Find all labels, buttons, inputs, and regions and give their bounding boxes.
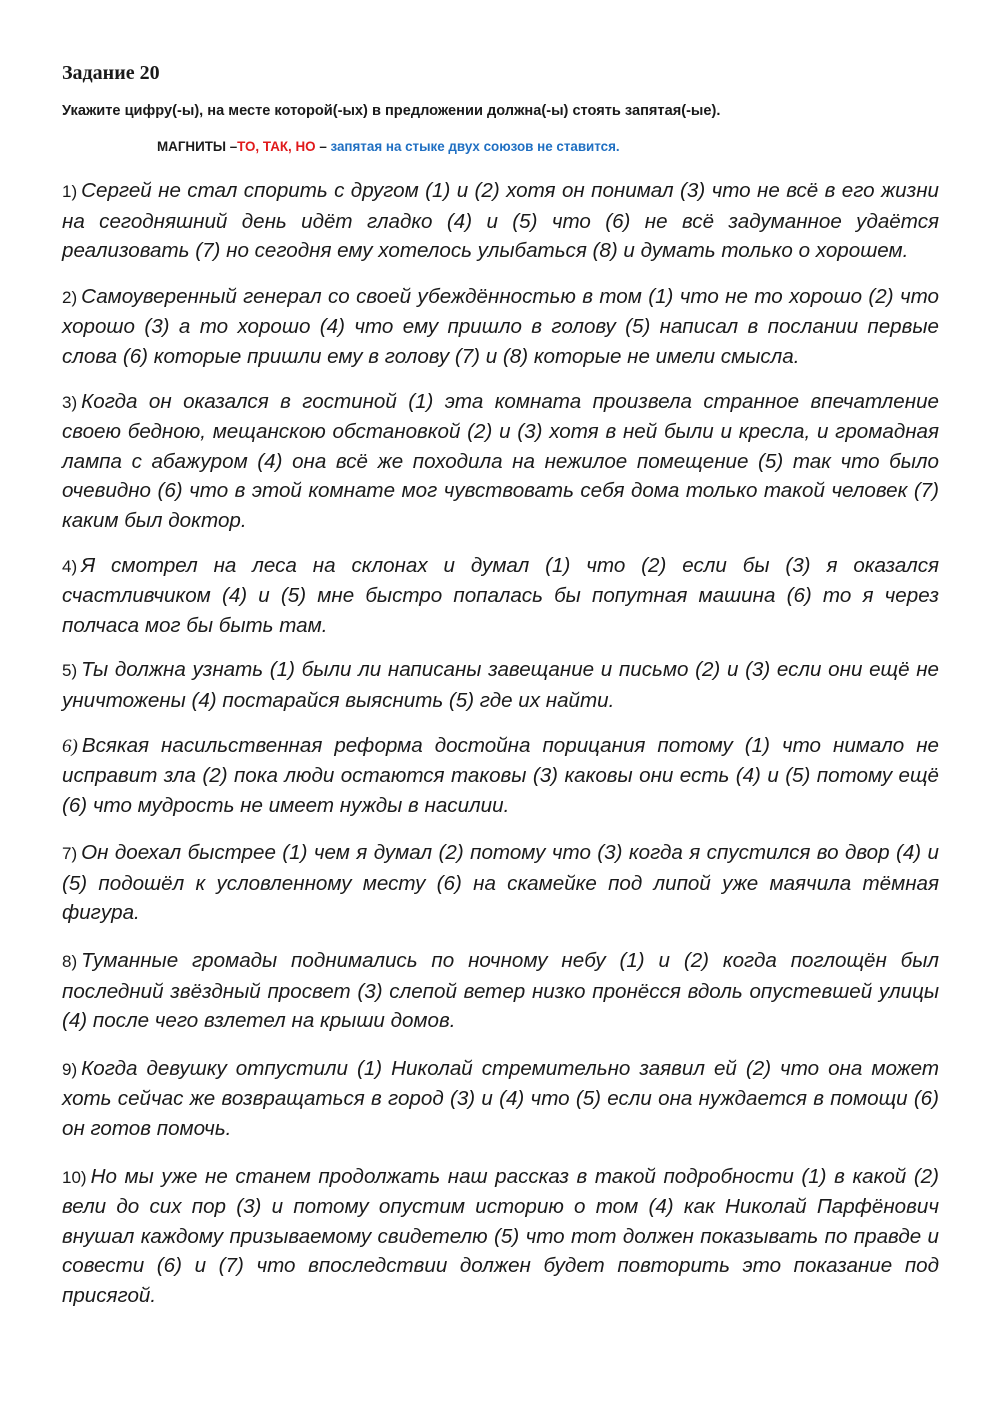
task-number: 1)	[62, 182, 78, 201]
task-instruction: Укажите цифру(-ы), на месте которой(-ых) в предложении должна(-ы) стоять запятая(-ые).	[62, 103, 721, 119]
task-text: Когда он оказался в гостиной (1) эта комната произвела странное впечатление своею бедною, мещанскою обстановкой (2) и (3) хотя в ней были и кресла, и громадная лампа с абажуром (4) она всё же походила на нежилое помещение (5) так что было очевидно (6) что в этой комнате мог чувствовать себя дома только такой человек (7) каким был доктор.	[62, 389, 939, 532]
task-title: Задание 20	[62, 62, 160, 84]
task-number: 4)	[62, 556, 78, 576]
task-list	[62, 176, 939, 1311]
task-item-7	[62, 838, 939, 928]
task-item-10	[62, 1162, 939, 1311]
magnets-note: запятая на стыке двух союзов не ставится.	[330, 139, 620, 154]
magnets-highlight: ТО, ТАК, НО	[237, 139, 316, 154]
magnets-hint	[157, 139, 620, 154]
task-number: 3)	[62, 392, 78, 412]
task-text: Самоуверенный генерал со своей убеждённостью в том (1) что не то хорошо (2) что хорошо (3) а то хорошо (4) что ему пришло в голову (5) написал в послании первые слова (6) которые пришли ему в голову (7) и (8) которые не имели смысла.	[62, 284, 939, 368]
task-item-2	[62, 282, 939, 372]
task-item-8	[62, 946, 939, 1036]
task-item-5	[62, 655, 939, 715]
task-number: 7)	[62, 844, 78, 864]
magnets-dash: –	[315, 139, 331, 154]
task-text: Он доехал быстрее (1) чем я думал (2) потому что (3) когда я спустился во двор (4) и (5) подошёл к условленному месту (6) на скамейке под липой уже маячила тёмная фигура.	[62, 841, 939, 925]
task-item-3	[62, 387, 939, 536]
task-number: 5)	[62, 661, 78, 681]
task-text: Туманные громады поднимались по ночному небу (1) и (2) когда поглощён был последний звёздный просвет (3) слепой ветер низко пронёсся вдоль опустевшей улицы (4) после чего взлетел на крыши домов.	[62, 949, 939, 1033]
task-item-9	[62, 1054, 939, 1144]
task-text: Сергей не стал спорить с другом (1) и (2) хотя он понимал (3) что не всё в его жизни на сегодняшний день идёт гладко (4) и (5) что (6) не всё задуманное удаётся реализовать (7) но сегодня ему хотелось улыбаться (8) и думать только о хорошем.	[62, 179, 939, 263]
task-text: Всякая насильственная реформа достойна порицания потому (1) что нимало не исправит зла (2) пока люди остаются таковы (3) каковы они есть (4) и (5) потому ещё (6) что мудрость не имеет нужды в насилии.	[62, 733, 939, 817]
task-item-1	[62, 176, 939, 266]
task-text: Когда девушку отпустили (1) Николай стремительно заявил ей (2) что она может хоть сейчас же возвращаться в город (3) и (4) что (5) если она нуждается в помощи (6) он готов помочь.	[62, 1056, 939, 1141]
task-text: Ты должна узнать (1) были ли написаны завещание и письмо (2) и (3) если они ещё не уничтожены (4) постарайся выяснить (5) где их найти.	[62, 658, 939, 712]
task-number: 9)	[62, 1059, 78, 1079]
task-item-6	[62, 731, 939, 821]
task-number: 2)	[62, 287, 78, 307]
task-text: Я смотрел на леса на склонах и думал (1) что (2) если бы (3) я оказался счастливчиком (4) и (5) мне быстро попалась бы попутная машина (6) то я через полчаса мог бы быть там.	[62, 553, 939, 637]
magnets-prefix: МАГНИТЫ –	[157, 139, 238, 154]
task-number: 6)	[62, 735, 78, 757]
task-number: 10)	[62, 1167, 87, 1187]
task-number: 8)	[62, 952, 78, 972]
task-item-4	[62, 551, 939, 641]
task-text: Но мы уже не станем продолжать наш рассказ в такой подробности (1) в какой (2) вели до сих пор (3) и потому опустим историю о том (4) как Николай Парфёнович внушал каждому призываемому свидетелю (5) что тот должен показывать по правде и совести (6) и (7) что впоследствии должен будет повторить это показание под присягой.	[62, 1164, 939, 1307]
